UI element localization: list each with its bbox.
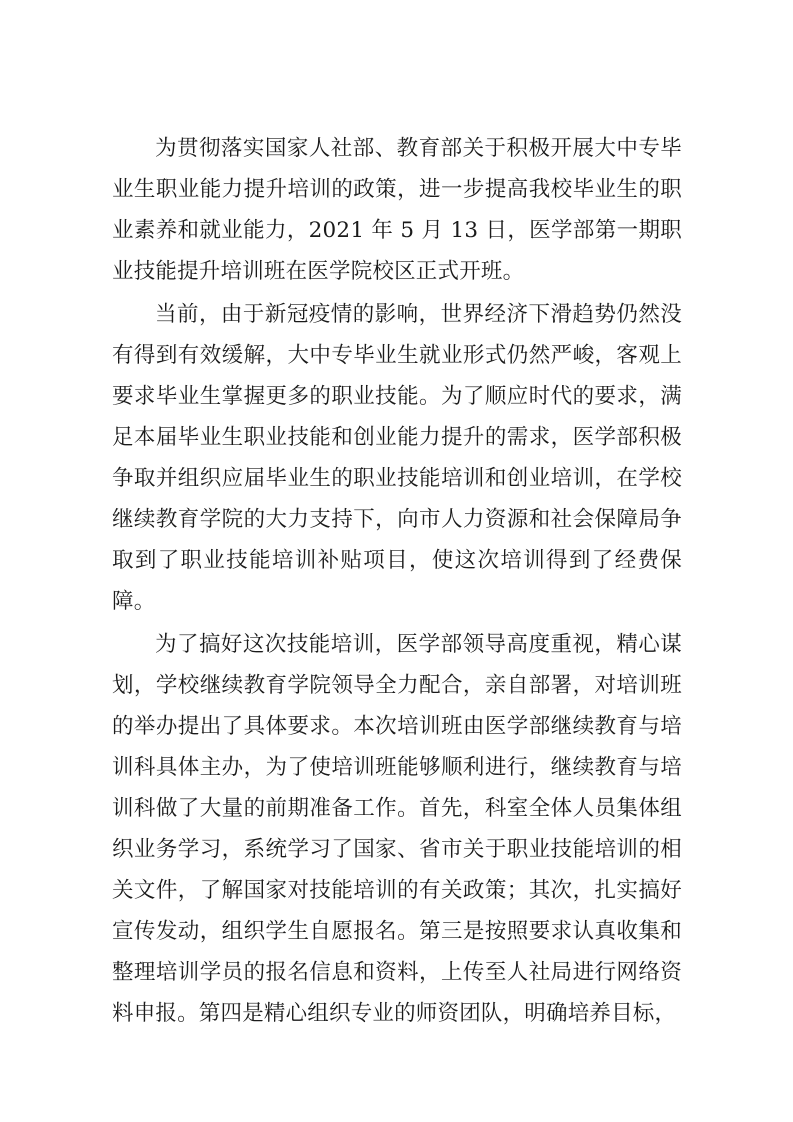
paragraph-2: 当前，由于新冠疫情的影响，世界经济下滑趋势仍然没有得到有效缓解，大中专毕业生就业形式仍然严峻，客观上要求毕业生掌握更多的职业技能。为了顺应时代的要求，满足本届毕业生职业技能和创业能力提升的需求，医学部积极争取并组织应届毕业生的职业技能培训和创业培训，在学校继续教育学院的大力支持下，向市人力资源和社会保障局争取到了职业技能培训补贴项目，使这次培训得到了经费保障。 <box>112 302 682 614</box>
paragraph-1: 为贯彻落实国家人社部、教育部关于积极开展大中专毕业生职业能力提升培训的政策，进一步提高我校毕业生的职业素养和就业能力，2021 年 5 月 13 日，医学部第一期职业技能提升培训班在医学院校区正式开班。 <box>112 136 682 284</box>
paragraph-3: 为了搞好这次技能培训，医学部领导高度重视，精心谋划，学校继续教育学院领导全力配合，亲自部署，对培训班的举办提出了具体要求。本次培训班由医学部继续教育与培训科具体主办，为了使培训班能够顺利进行，继续教育与培训科做了大量的前期准备工作。首先，科室全体人员集体组织业务学习，系统学习了国家、省市关于职业技能培训的相关文件，了解国家对技能培训的有关政策；其次，扎实搞好宣传发动，组织学生自愿报名。第三是按照要求认真收集和整理培训学员的报名信息和资料，上传至人社局进行网络资料申报。第四是精心组织专业的师资团队，明确培养目标， <box>112 632 682 1026</box>
document-body <box>112 128 682 1036</box>
